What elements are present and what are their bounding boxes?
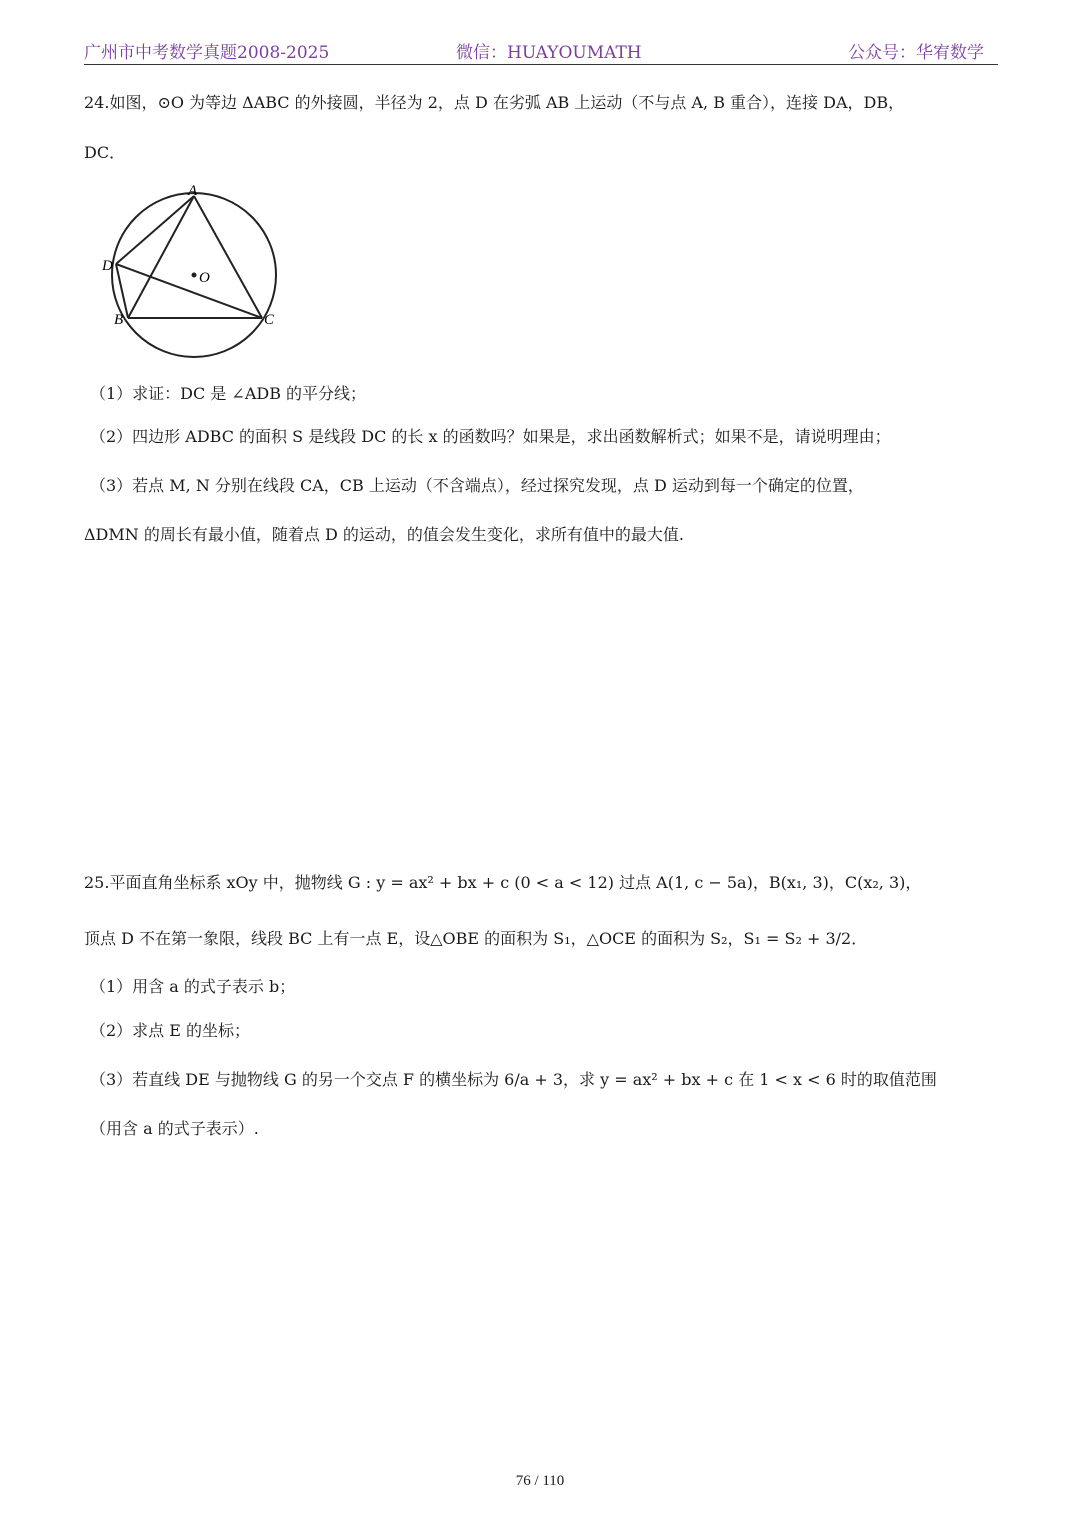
label-o: O: [199, 270, 210, 286]
header-account: 公众号：华宥数学: [848, 43, 984, 63]
segment-da: [116, 196, 194, 264]
page-header: [84, 38, 998, 65]
label-a: A: [188, 183, 198, 199]
page-number: 76 / 110: [515, 1473, 565, 1489]
segment-db: [116, 264, 128, 318]
q24-part3-line1: （3）若点 M, N 分别在线段 CA，CB 上运动（不含端点），经过探究发现，点 D 运动到每一个确定的位置，: [90, 476, 864, 495]
header-title: 广州市中考数学真题2008-2025: [84, 43, 330, 63]
q24-part1: （1）求证：DC 是 ∠ADB 的平分线；: [90, 384, 367, 403]
q25-part1: （1）用含 a 的式子表示 b；: [90, 977, 296, 996]
segment-dc: [116, 264, 262, 318]
q25-intro-line2: 顶点 D 不在第一象限，线段 BC 上有一点 E，设△OBE 的面积为 S₁，△OCE 的面积为 S₂，S₁ = S₂ + 3/2．: [84, 929, 868, 948]
side-ac: [194, 196, 262, 318]
q25-part2: （2）求点 E 的坐标；: [90, 1021, 251, 1040]
q25-part3-line2: （用含 a 的式子表示）.: [90, 1119, 259, 1138]
label-b: B: [114, 312, 124, 328]
q24-part3-line2: ΔDMN 的周长有最小值，随着点 D 的运动，的值会发生变化，求所有值中的最大值.: [84, 525, 684, 544]
circle-triangle-figure: [86, 180, 282, 358]
header-wechat: 微信：HUAYOUMATH: [456, 43, 642, 63]
q25-intro-line1: 25.平面直角坐标系 xOy 中，抛物线 G : y = ax² + bx + c (0 < a < 12) 过点 A(1, c − 5a)，B(x₁, 3)，C(x₂, 3)，: [84, 873, 922, 892]
q24-intro-line1: 24.如图，⊙O 为等边 ΔABC 的外接圆，半径为 2，点 D 在劣弧 AB 上运动（不与点 A, B 重合），连接 DA，DB，: [84, 93, 905, 112]
label-c: C: [264, 312, 275, 328]
label-d: D: [102, 258, 113, 274]
center-point: [192, 273, 197, 278]
q24-part2: （2）四边形 ADBC 的面积 S 是线段 DC 的长 x 的函数吗？如果是，求出函数解析式；如果不是，请说明理由；: [90, 427, 891, 446]
q24-intro-line2: DC．: [84, 143, 126, 162]
q25-part3-line1: （3）若直线 DE 与抛物线 G 的另一个交点 F 的横坐标为 6/a + 3，求 y = ax² + bx + c 在 1 < x < 6 时的取值范围: [90, 1070, 937, 1089]
